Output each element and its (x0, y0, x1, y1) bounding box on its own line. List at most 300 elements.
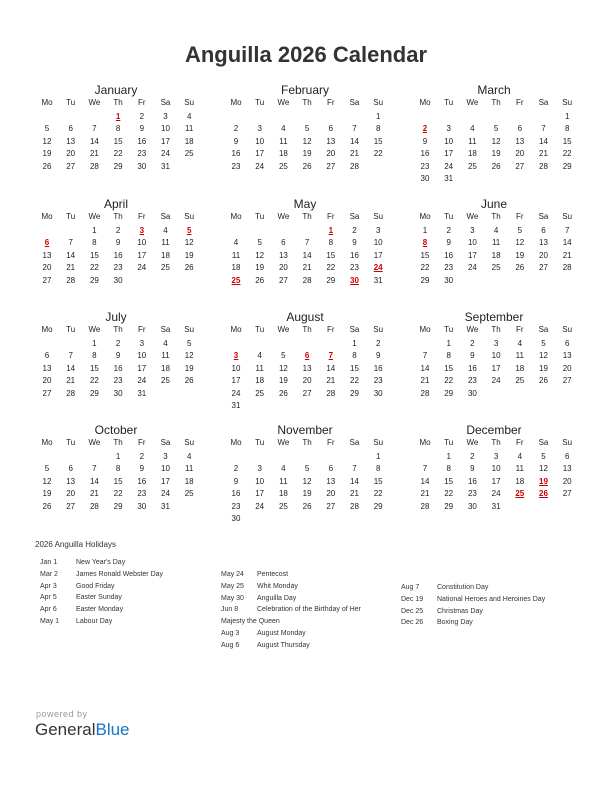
weekday-label: Th (302, 212, 312, 221)
calendar-day: 2 (233, 464, 239, 474)
weekday-label: Th (302, 325, 312, 334)
calendar-day: 3 (493, 339, 499, 348)
calendar-day: 17 (255, 489, 265, 499)
calendar-day: 30 (231, 514, 241, 523)
calendar-day: 26 (302, 501, 312, 511)
weekday-label: Fr (327, 98, 335, 107)
holiday-date-label: Dec 26 (401, 619, 424, 627)
calendar-day: 20 (302, 376, 312, 386)
calendar-day: 9 (139, 464, 145, 474)
calendar-day: 8 (92, 238, 97, 248)
holiday-name-continued: Majesty the Queen (221, 618, 280, 626)
calendar-day: 25 (184, 149, 194, 159)
calendar-day: 13 (515, 136, 525, 146)
calendar-day: 30 (373, 388, 383, 398)
calendar-day: 16 (137, 136, 147, 146)
weekday-label: We (466, 98, 479, 107)
calendar-day: 7 (352, 124, 357, 134)
calendar-day: 30 (420, 174, 430, 183)
calendar-day: 29 (350, 388, 359, 398)
calendar-day: 19 (42, 149, 52, 159)
calendar-day: 5 (257, 238, 262, 248)
calendar-day: 3 (163, 452, 168, 461)
weekday-label: We (277, 438, 290, 447)
calendar-day: 4 (470, 124, 475, 134)
calendar-day: 3 (163, 112, 168, 121)
holiday-name: New Year's Day (76, 559, 126, 566)
calendar-day: 10 (255, 136, 265, 146)
calendar-day: 21 (66, 376, 76, 386)
weekday-label: Mo (41, 325, 53, 334)
calendar-day: 13 (42, 250, 52, 260)
calendar-day: 12 (539, 351, 548, 361)
calendar-day: 5 (493, 124, 499, 134)
calendar-day: 28 (302, 275, 312, 285)
weekday-label: Tu (444, 98, 454, 107)
calendar-day: 12 (255, 250, 265, 260)
calendar-day: 2 (352, 226, 357, 235)
calendar-day: 24 (137, 376, 147, 386)
holiday-name: James Ronald Webster Day (76, 570, 164, 578)
weekday-label: We (277, 212, 290, 221)
calendar-day: 4 (281, 464, 286, 474)
calendar-day: 28 (420, 501, 430, 511)
calendar-day: 31 (137, 388, 147, 398)
calendar-day: 25 (278, 501, 288, 511)
calendar-day: 18 (161, 250, 170, 260)
calendar-day: 14 (326, 363, 336, 373)
calendar-day: 10 (137, 238, 147, 248)
weekday-label: Tu (444, 438, 454, 447)
calendar-day: 29 (562, 161, 572, 171)
weekday-label: Tu (444, 212, 454, 221)
weekday-label: We (88, 98, 101, 107)
calendar-day: 3 (493, 452, 499, 461)
calendar-day: 7 (422, 464, 428, 474)
holiday-date-label: May 25 (221, 582, 244, 590)
calendar-day: 18 (278, 489, 288, 499)
calendar-day: 27 (539, 263, 548, 273)
calendar-day: 28 (420, 388, 430, 398)
holiday-name: August Thursday (257, 641, 310, 649)
calendar-day: 4 (493, 226, 499, 235)
calendar-day: 19 (491, 149, 501, 159)
weekday-label: Tu (255, 325, 265, 334)
calendar-day: 8 (115, 124, 121, 134)
calendar-day: 19 (184, 250, 194, 260)
calendar-day: 14 (420, 363, 430, 373)
calendar-day: 7 (352, 464, 357, 474)
generalblue-logo[interactable] (35, 720, 130, 740)
calendar-day: 23 (113, 263, 123, 273)
calendar-day: 13 (539, 238, 548, 248)
calendar-day: 15 (113, 136, 123, 146)
calendar-day: 30 (444, 275, 454, 285)
calendar-day: 19 (184, 363, 194, 373)
weekday-label: Fr (138, 98, 146, 107)
calendar-day: 29 (89, 388, 99, 398)
calendar-day: 21 (539, 149, 548, 159)
calendar-day: 29 (326, 275, 336, 285)
calendar-day: 26 (42, 501, 52, 511)
calendar-day: 24 (231, 388, 241, 398)
calendar-day: 15 (444, 363, 454, 373)
calendar-day: 13 (562, 464, 572, 474)
calendar-day: 30 (467, 388, 477, 398)
calendar-day: 2 (139, 452, 145, 461)
weekday-label: Mo (419, 98, 431, 107)
calendar-day: 21 (420, 489, 430, 499)
calendar-day: 19 (302, 149, 312, 159)
weekday-label: Tu (66, 98, 76, 107)
weekday-label: Su (373, 98, 384, 107)
weekday-label: We (466, 325, 479, 334)
calendar-day: 28 (326, 388, 336, 398)
holiday-date-label: Aug 6 (221, 641, 240, 649)
calendar-day: 5 (44, 124, 50, 134)
calendar-day: 21 (562, 250, 572, 260)
holiday-date: 7 (328, 351, 334, 361)
calendar-day: 26 (539, 376, 548, 386)
calendar-day: 5 (44, 464, 50, 474)
calendar-day: 13 (326, 476, 336, 486)
calendar-day: 20 (515, 149, 525, 159)
calendar-day: 10 (373, 238, 383, 248)
calendar-day: 18 (467, 149, 477, 159)
calendar-day: 20 (326, 149, 336, 159)
calendar-day: 6 (44, 351, 50, 361)
calendar-day: 8 (564, 124, 570, 134)
calendar-day: 3 (446, 124, 451, 134)
calendar-day: 6 (281, 238, 286, 248)
calendar-day: 20 (562, 476, 572, 486)
calendar-day: 22 (326, 263, 336, 273)
calendar-day: 23 (137, 149, 147, 159)
calendar-day: 27 (326, 501, 336, 511)
calendar-day: 17 (161, 476, 170, 486)
calendar-day: 7 (68, 238, 73, 248)
calendar-day: 24 (444, 161, 454, 171)
calendar-day: 29 (444, 501, 454, 511)
month-name: February (280, 83, 330, 97)
weekday-label: Su (562, 98, 573, 107)
weekday-label: Fr (327, 325, 335, 334)
calendar-day: 24 (467, 263, 477, 273)
holiday-date: 26 (539, 489, 548, 499)
calendar-day: 21 (326, 376, 336, 386)
calendar-day: 26 (184, 263, 194, 273)
calendar-day: 9 (115, 238, 121, 248)
calendar-day: 26 (302, 161, 312, 171)
calendar-day: 25 (184, 489, 194, 499)
calendar-day: 16 (420, 149, 430, 159)
calendar-day: 27 (42, 275, 52, 285)
calendar-day: 14 (66, 250, 76, 260)
weekday-label: Sa (538, 212, 549, 221)
calendar-day: 19 (539, 363, 548, 373)
calendar-day: 5 (281, 351, 286, 361)
calendar-day: 15 (373, 476, 383, 486)
holiday-date-label: Mar 2 (40, 570, 58, 578)
calendar-day: 20 (278, 263, 288, 273)
weekday-label: Tu (66, 438, 76, 447)
calendar-day: 9 (233, 476, 239, 486)
weekday-label: Sa (349, 212, 360, 221)
calendar-day: 8 (446, 351, 451, 361)
calendar-day: 26 (491, 161, 501, 171)
calendar-day: 25 (467, 161, 477, 171)
calendar-day: 7 (92, 124, 97, 134)
calendar-day: 30 (467, 501, 477, 511)
weekday-label: Su (373, 212, 384, 221)
calendar-day: 16 (231, 149, 241, 159)
calendar-day: 28 (66, 388, 76, 398)
calendar-day: 18 (515, 363, 525, 373)
calendar-day: 22 (89, 376, 99, 386)
calendar-day: 8 (352, 351, 357, 361)
calendar-day: 9 (233, 136, 239, 146)
calendar-day: 12 (42, 136, 52, 146)
calendar-day: 23 (231, 161, 241, 171)
page-title: Anguilla 2026 Calendar (184, 42, 428, 67)
weekday-label: Sa (160, 438, 171, 447)
calendar-day: 2 (375, 339, 381, 348)
calendar-day: 6 (564, 339, 570, 348)
weekday-label: Tu (444, 325, 454, 334)
calendar-day: 3 (470, 226, 475, 235)
powered-by-text: powered by (36, 709, 88, 719)
calendar-day: 1 (115, 452, 121, 461)
calendar-day: 16 (113, 363, 123, 373)
calendar-day: 21 (302, 263, 312, 273)
calendar-day: 15 (562, 136, 572, 146)
holiday-date: 25 (515, 489, 525, 499)
weekday-label: Th (113, 438, 123, 447)
calendar-day: 28 (539, 161, 548, 171)
holiday-date-label: Apr 6 (40, 606, 57, 614)
calendar-day: 29 (444, 388, 454, 398)
weekday-label: We (466, 438, 479, 447)
calendar-day: 22 (113, 489, 123, 499)
weekday-label: Th (302, 98, 312, 107)
weekday-label: Tu (255, 438, 265, 447)
calendar-day: 4 (186, 452, 192, 461)
calendar-day: 18 (515, 476, 525, 486)
calendar-day: 8 (92, 351, 97, 361)
weekday-label: Mo (41, 98, 53, 107)
calendar-day: 20 (539, 250, 548, 260)
calendar-day: 26 (278, 388, 288, 398)
calendar-day: 22 (113, 149, 123, 159)
weekday-label: Mo (230, 438, 242, 447)
calendar-day: 20 (66, 149, 76, 159)
calendar-day: 11 (161, 238, 170, 248)
calendar-day: 20 (326, 489, 336, 499)
calendar-day: 30 (113, 388, 123, 398)
calendar-day: 14 (66, 363, 76, 373)
holiday-date: 1 (328, 226, 334, 235)
calendar-day: 2 (115, 339, 121, 348)
calendar-day: 24 (137, 263, 147, 273)
calendar-day: 11 (491, 238, 501, 248)
calendar-day: 30 (113, 275, 123, 285)
calendar-day: 16 (373, 363, 383, 373)
calendar-day: 20 (562, 363, 572, 373)
calendar-day: 8 (328, 238, 334, 248)
calendar-day: 16 (467, 476, 477, 486)
holiday-name: Easter Sunday (76, 594, 122, 602)
weekday-label: Sa (538, 325, 549, 334)
calendar-day: 27 (66, 501, 76, 511)
weekday-label: Su (184, 438, 195, 447)
calendar-day: 6 (328, 464, 334, 474)
calendar-day: 19 (255, 263, 265, 273)
calendar-day: 21 (66, 263, 76, 273)
calendar-day: 12 (184, 351, 194, 361)
month-name: June (480, 197, 508, 211)
calendar-day: 11 (468, 136, 477, 146)
calendar-day: 20 (42, 263, 52, 273)
calendar-day: 26 (184, 376, 194, 386)
calendar-day: 16 (467, 363, 477, 373)
holidays-heading: 2026 Anguilla Holidays (35, 540, 116, 549)
weekday-label: Th (491, 325, 501, 334)
holiday-name: Constitution Day (437, 584, 489, 591)
calendar-day: 14 (420, 476, 430, 486)
calendar-day: 5 (304, 464, 310, 474)
calendar-day: 15 (373, 136, 383, 146)
calendar-day: 15 (444, 476, 454, 486)
calendar-day: 30 (137, 161, 147, 171)
holiday-date-label: Apr 5 (40, 594, 57, 602)
calendar-day: 23 (444, 263, 454, 273)
holiday-name: Boxing Day (437, 619, 473, 627)
calendar-day: 15 (350, 363, 359, 373)
weekday-label: Mo (230, 98, 242, 107)
calendar-day: 12 (539, 464, 548, 474)
calendar-day: 20 (42, 376, 52, 386)
calendar-day: 19 (278, 376, 288, 386)
holiday-name: National Heroes and Heroines Day (437, 595, 546, 603)
calendar-day: 4 (163, 226, 168, 235)
calendar-day: 1 (92, 226, 97, 235)
calendar-day: 7 (304, 238, 310, 248)
calendar-day: 19 (302, 489, 312, 499)
holiday-name: Good Friday (76, 582, 115, 590)
weekday-label: Su (562, 325, 573, 334)
holiday-date: 3 (139, 226, 145, 235)
calendar-day: 14 (89, 476, 99, 486)
calendar-day: 18 (161, 363, 170, 373)
calendar-day: 23 (113, 376, 123, 386)
calendar-day: 2 (470, 339, 475, 348)
calendar-day: 10 (444, 136, 454, 146)
calendar-day: 27 (278, 275, 288, 285)
calendar-day: 9 (115, 351, 121, 361)
weekday-label: We (466, 212, 479, 221)
calendar-day: 24 (491, 376, 501, 386)
calendar-day: 5 (517, 226, 523, 235)
calendar-day: 31 (373, 275, 383, 285)
calendar-day: 22 (350, 376, 359, 386)
calendar-day: 13 (326, 136, 336, 146)
holiday-date-label: May 24 (221, 571, 244, 578)
calendar-day: 22 (444, 376, 454, 386)
calendar-day: 5 (304, 124, 310, 134)
weekday-label: Su (562, 438, 573, 447)
calendar-day: 13 (302, 363, 312, 373)
weekday-label: Tu (66, 212, 76, 221)
calendar-day: 20 (66, 489, 76, 499)
weekday-label: Fr (138, 325, 146, 334)
calendar-day: 27 (302, 388, 312, 398)
calendar-day: 3 (139, 339, 145, 348)
weekday-label: Su (373, 325, 384, 334)
calendar-day: 17 (444, 149, 454, 159)
weekday-label: We (277, 325, 290, 334)
weekday-label: Mo (419, 212, 431, 221)
calendar-day: 12 (302, 476, 312, 486)
calendar-day: 27 (42, 388, 52, 398)
calendar-day: 29 (89, 275, 99, 285)
calendar-day: 21 (350, 149, 359, 159)
calendar-day: 22 (373, 489, 383, 499)
weekday-label: Su (184, 212, 195, 221)
calendar-day: 17 (161, 136, 170, 146)
weekday-label: Fr (327, 212, 335, 221)
calendar-day: 11 (515, 464, 524, 474)
weekday-label: Th (302, 438, 312, 447)
calendar-day: 3 (257, 464, 262, 474)
calendar-day: 4 (257, 351, 262, 361)
calendar-day: 14 (562, 238, 572, 248)
calendar-day: 10 (491, 464, 501, 474)
calendar-day: 5 (186, 339, 192, 348)
holiday-name: Labour Day (76, 618, 113, 625)
calendar-day: 9 (470, 464, 475, 474)
calendar-day: 2 (115, 226, 121, 235)
calendar-day: 31 (444, 174, 454, 183)
calendar-day: 16 (231, 489, 241, 499)
calendar-day: 12 (302, 136, 312, 146)
calendar-day: 27 (562, 489, 572, 499)
weekday-label: Su (373, 438, 384, 447)
calendar-day: 6 (564, 452, 570, 461)
holiday-name: Christmas Day (437, 607, 483, 615)
calendar-day: 2 (470, 452, 475, 461)
brand-blue: Blue (95, 720, 130, 739)
holiday-date-label: Aug 3 (221, 630, 240, 637)
calendar-day: 9 (470, 351, 475, 361)
calendar-day: 14 (302, 250, 312, 260)
calendar-day: 8 (446, 464, 451, 474)
calendar-day: 23 (373, 376, 383, 386)
calendar-day: 6 (68, 124, 73, 134)
weekday-label: Mo (230, 212, 242, 221)
calendar-day: 9 (139, 124, 145, 134)
month-name: July (105, 310, 127, 324)
month-name: January (94, 83, 138, 97)
calendar-day: 1 (352, 339, 357, 348)
weekday-label: Su (184, 325, 195, 334)
calendar-day: 26 (42, 161, 52, 171)
weekday-label: Fr (516, 325, 524, 334)
weekday-label: Sa (349, 438, 360, 447)
calendar-day: 18 (231, 263, 241, 273)
calendar-day: 28 (350, 501, 359, 511)
holiday-date-label: Jan 1 (40, 559, 58, 566)
calendar-day: 6 (541, 226, 546, 235)
